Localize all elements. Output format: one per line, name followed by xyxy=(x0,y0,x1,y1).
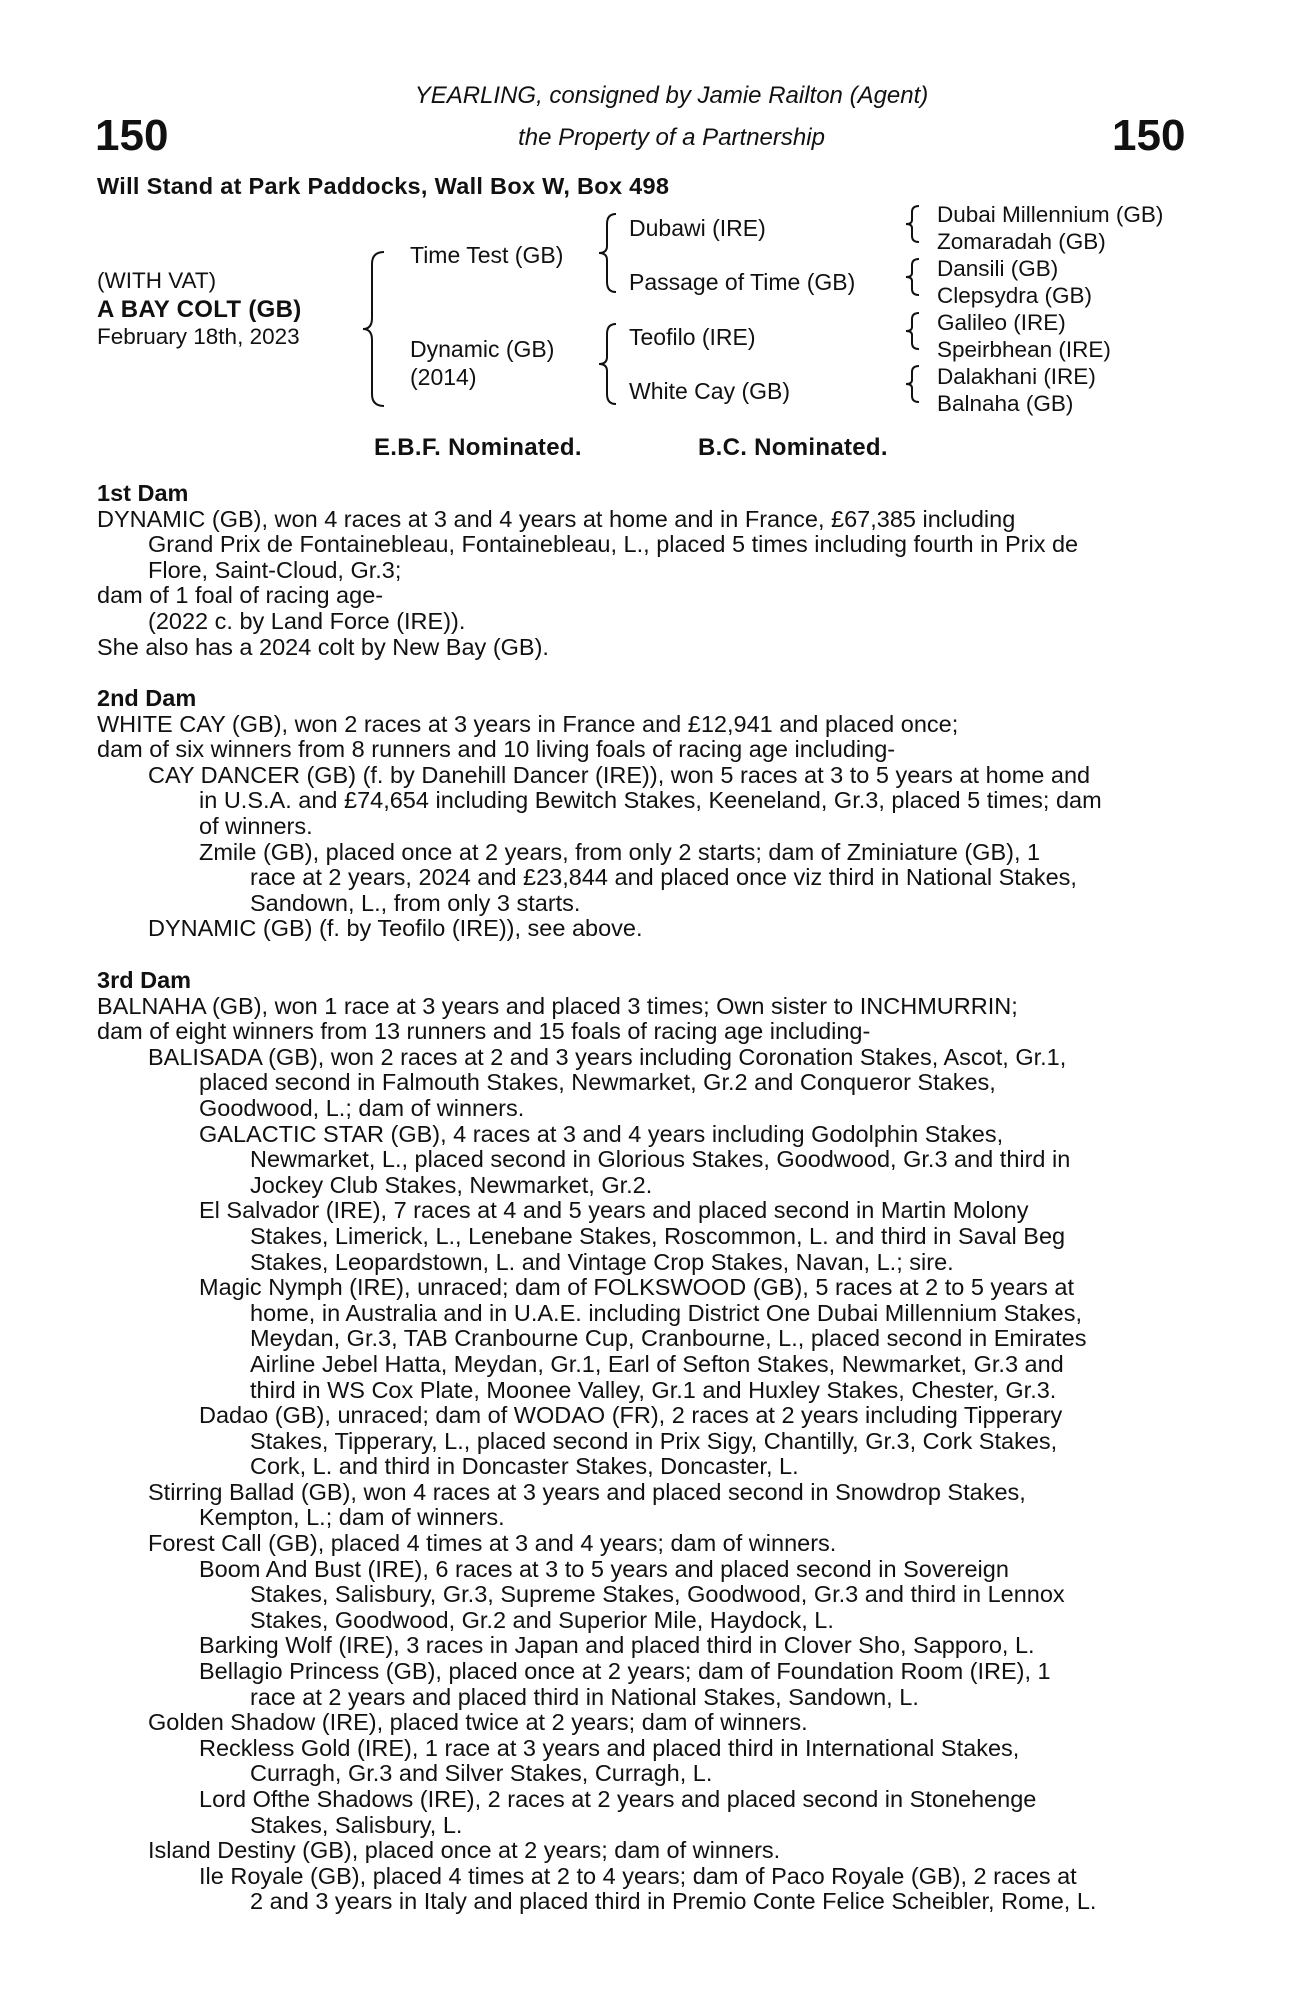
text-line: third in WS Cox Plate, Moonee Valley, Gr.1 and Huxley Stakes, Chester, Gr.3. xyxy=(250,1376,1057,1403)
ebf-nomination: E.B.F. Nominated. xyxy=(374,434,582,461)
gg-sss: Dubai Millennium (GB) xyxy=(937,202,1164,227)
text-line: Reckless Gold (IRE), 1 race at 3 years and placed third in International Stakes, xyxy=(199,1734,1020,1761)
text-line: Jockey Club Stakes, Newmarket, Gr.2. xyxy=(250,1171,653,1198)
property-line: the Property of a Partnership xyxy=(518,124,825,151)
text-line: Stakes, Tipperary, L., placed second in Prix Sigy, Chantilly, Gr.3, Cork Stakes, xyxy=(250,1427,1058,1454)
text-line: WHITE CAY (GB), won 2 races at 3 years in France and £12,941 and placed once; xyxy=(97,710,959,737)
text-line: Zmile (GB), placed once at 2 years, from only 2 starts; dam of Zminiature (GB), 1 xyxy=(199,838,1041,865)
gg-ddd: Balnaha (GB) xyxy=(937,391,1074,416)
text-line: dam of eight winners from 13 runners and 15 foals of racing age including- xyxy=(97,1018,871,1045)
stand-location: Will Stand at Park Paddocks, Wall Box W, Box 498 xyxy=(97,173,670,199)
gg-ssd: Zomaradah (GB) xyxy=(937,229,1106,254)
dam-dam: White Cay (GB) xyxy=(629,378,791,404)
text-line: Golden Shadow (IRE), placed twice at 2 years; dam of winners. xyxy=(148,1709,808,1736)
text-line: of winners. xyxy=(199,812,313,839)
sire-sire: Dubawi (IRE) xyxy=(629,215,766,241)
text-line: Sandown, L., from only 3 starts. xyxy=(250,889,581,916)
text-line: Forest Call (GB), placed 4 times at 3 and 4 years; dam of winners. xyxy=(148,1530,837,1557)
text-line: Flore, Saint-Cloud, Gr.3; xyxy=(148,556,402,583)
text-line: Newmarket, L., placed second in Glorious Stakes, Goodwood, Gr.3 and third in xyxy=(250,1146,1071,1173)
text-line: home, in Australia and in U.A.E. including District One Dubai Millennium Stakes, xyxy=(250,1299,1083,1326)
third-dam-section xyxy=(97,968,1205,1915)
brace-ss xyxy=(902,204,924,244)
section-heading: 3rd Dam xyxy=(97,967,192,993)
bc-nomination: B.C. Nominated. xyxy=(698,434,888,461)
brace-sd xyxy=(902,257,924,297)
text-line: Airline Jebel Hatta, Meydan, Gr.1, Earl of Sefton Stakes, Newmarket, Gr.3 and xyxy=(250,1350,1064,1377)
second-dam-section xyxy=(97,686,1205,942)
dam-brace xyxy=(596,322,620,406)
text-line: CAY DANCER (GB) (f. by Danehill Dancer (IRE)), won 5 races at 3 to 5 years at home and xyxy=(148,761,1091,788)
text-line: Stirring Ballad (GB), won 4 races at 3 years and placed second in Snowdrop Stakes, xyxy=(148,1478,1026,1505)
text-line: Cork, L. and third in Doncaster Stakes, Doncaster, L. xyxy=(250,1453,799,1480)
sire-brace xyxy=(596,212,620,294)
text-line: dam of 1 foal of racing age- xyxy=(97,582,384,609)
dam-sire: Teofilo (IRE) xyxy=(629,324,756,350)
text-line: Stakes, Salisbury, Gr.3, Supreme Stakes, Goodwood, Gr.3 and third in Lennox xyxy=(250,1581,1065,1608)
section-heading: 2nd Dam xyxy=(97,685,197,711)
consignor-line: YEARLING, consigned by Jamie Railton (Agent) xyxy=(414,82,929,109)
text-line: Ile Royale (GB), placed 4 times at 2 to 4 years; dam of Paco Royale (GB), 2 races at xyxy=(199,1862,1077,1889)
brace-dd xyxy=(902,364,924,404)
text-line: Magic Nymph (IRE), unraced; dam of FOLKSWOOD (GB), 5 races at 2 to 5 years at xyxy=(199,1274,1075,1301)
text-line: race at 2 years and placed third in National Stakes, Sandown, L. xyxy=(250,1683,919,1710)
text-line: placed second in Falmouth Stakes, Newmarket, Gr.2 and Conqueror Stakes, xyxy=(199,1069,996,1096)
sire-dam: Passage of Time (GB) xyxy=(629,269,856,295)
dam-name: Dynamic (GB) xyxy=(410,336,555,362)
gg-sdd: Clepsydra (GB) xyxy=(937,283,1093,308)
text-line: dam of six winners from 8 runners and 10 living foals of racing age including- xyxy=(97,736,896,763)
text-line: Stakes, Leopardstown, L. and Vintage Crop Stakes, Navan, L.; sire. xyxy=(250,1248,954,1275)
vat-note: (WITH VAT) xyxy=(97,268,217,293)
sire-dam-brace xyxy=(362,250,392,408)
text-line: GALACTIC STAR (GB), 4 races at 3 and 4 years including Godolphin Stakes, xyxy=(199,1120,1004,1147)
text-line: Bellagio Princess (GB), placed once at 2 years; dam of Foundation Room (IRE), 1 xyxy=(199,1658,1051,1685)
text-line: 2 and 3 years in Italy and placed third in Premio Conte Felice Scheibler, Rome, L. xyxy=(250,1888,1097,1915)
gg-sds: Dansili (GB) xyxy=(937,256,1059,281)
horse-name: A BAY COLT (GB) xyxy=(97,296,302,323)
text-line: Boom And Bust (IRE), 6 races at 3 to 5 years and placed second in Sovereign xyxy=(199,1555,1009,1582)
text-line: Stakes, Salisbury, L. xyxy=(250,1811,463,1838)
text-line: El Salvador (IRE), 7 races at 4 and 5 years and placed second in Martin Molony xyxy=(199,1197,1029,1224)
text-line: Stakes, Goodwood, Gr.2 and Superior Mile, Haydock, L. xyxy=(250,1606,834,1633)
text-line: Grand Prix de Fontainebleau, Fontainebleau, L., placed 5 times including fourth in Prix de xyxy=(148,531,1079,558)
text-line: BALISADA (GB), won 2 races at 2 and 3 years including Coronation Stakes, Ascot, Gr.1, xyxy=(148,1043,1067,1070)
text-line: race at 2 years, 2024 and £23,844 and placed once viz third in National Stakes, xyxy=(250,864,1077,891)
text-line: Goodwood, L.; dam of winners. xyxy=(199,1094,525,1121)
text-line: Meydan, Gr.3, TAB Cranbourne Cup, Cranbourne, L., placed second in Emirates xyxy=(250,1325,1087,1352)
text-line: Curragh, Gr.3 and Silver Stakes, Curragh, L. xyxy=(250,1760,713,1787)
text-line: Dadao (GB), unraced; dam of WODAO (FR), 2 races at 2 years including Tipperary xyxy=(199,1402,1063,1429)
first-dam-section xyxy=(97,481,1205,660)
sire-name: Time Test (GB) xyxy=(410,242,564,268)
gg-dsd: Speirbhean (IRE) xyxy=(937,337,1111,362)
section-heading: 1st Dam xyxy=(97,480,189,506)
text-line: (2022 c. by Land Force (IRE)). xyxy=(148,607,466,634)
text-line: She also has a 2024 colt by New Bay (GB). xyxy=(97,633,549,660)
text-line: Barking Wolf (IRE), 3 races in Japan and placed third in Clover Sho, Sapporo, L. xyxy=(199,1632,1035,1659)
text-line: DYNAMIC (GB), won 4 races at 3 and 4 years at home and in France, £67,385 including xyxy=(97,505,1016,532)
text-line: Stakes, Limerick, L., Lenebane Stakes, Roscommon, L. and third in Saval Beg xyxy=(250,1222,1066,1249)
dam-year: (2014) xyxy=(410,364,477,390)
foaling-date: February 18th, 2023 xyxy=(97,324,300,349)
text-line: Lord Ofthe Shadows (IRE), 2 races at 2 years and placed second in Stonehenge xyxy=(199,1786,1037,1812)
gg-dds: Dalakhani (IRE) xyxy=(937,364,1096,389)
lot-number-left: 150 xyxy=(95,111,169,160)
text-line: in U.S.A. and £74,654 including Bewitch Stakes, Keeneland, Gr.3, placed 5 times; dam xyxy=(199,787,1102,814)
lot-number-right: 150 xyxy=(1112,111,1186,160)
text-line: Island Destiny (GB), placed once at 2 years; dam of winners. xyxy=(148,1837,781,1864)
text-line: Kempton, L.; dam of winners. xyxy=(199,1504,505,1531)
gg-dss: Galileo (IRE) xyxy=(937,310,1066,335)
brace-ds xyxy=(902,311,924,351)
text-line: BALNAHA (GB), won 1 race at 3 years and placed 3 times; Own sister to INCHMURRIN; xyxy=(97,992,1018,1019)
text-line: DYNAMIC (GB) (f. by Teofilo (IRE)), see above. xyxy=(148,915,643,942)
